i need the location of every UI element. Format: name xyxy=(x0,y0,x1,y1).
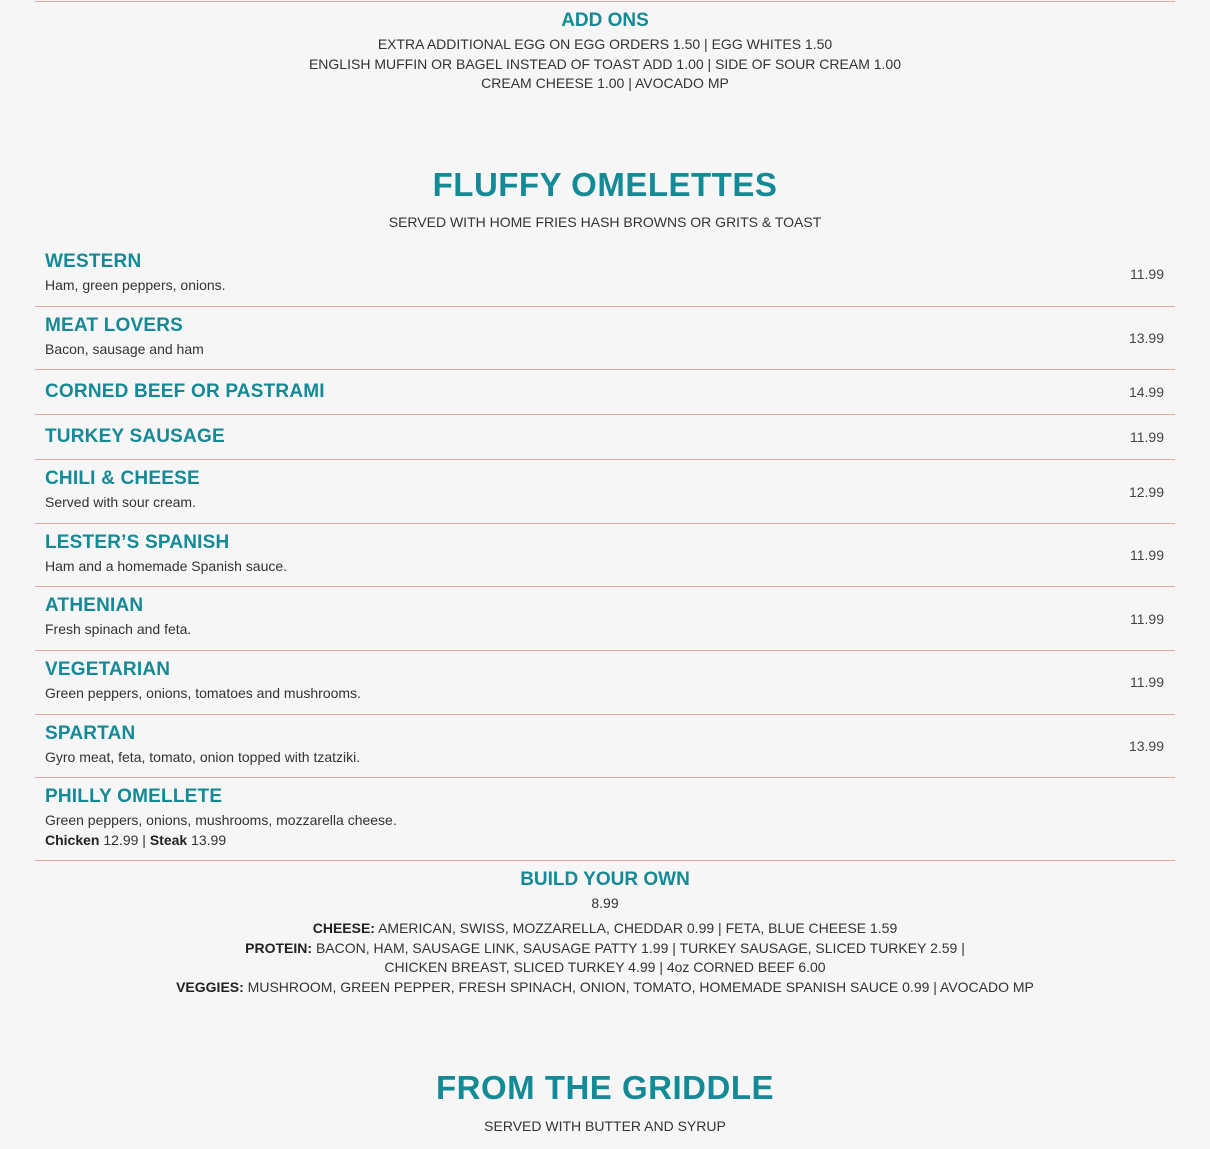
menu-item-price: 13.99 xyxy=(1128,738,1164,754)
menu-item-description: Bacon, sausage and ham xyxy=(45,341,204,357)
menu-item-price: 13.99 xyxy=(1128,330,1164,346)
section-subtitle-griddle: SERVED WITH BUTTER AND SYRUP xyxy=(484,1118,726,1134)
addons-list xyxy=(0,35,1210,94)
menu-item-price: 12.99 xyxy=(1128,484,1164,500)
menu-item-name: CORNED BEEF OR PASTRAMI xyxy=(45,381,325,402)
menu-item-corned-beef xyxy=(35,370,1175,415)
menu-item-price: 11.99 xyxy=(1130,266,1164,282)
menu-item-western xyxy=(35,243,1175,307)
section-title-griddle: FROM THE GRIDDLE xyxy=(436,1069,774,1106)
menu-item-lesters-spanish xyxy=(35,524,1175,587)
menu-item-price: 14.99 xyxy=(1128,384,1164,400)
menu-item-name: PHILLY OMELLETE xyxy=(45,786,223,807)
menu-item-athenian xyxy=(35,587,1175,651)
menu-item-name: SPARTAN xyxy=(45,723,136,744)
build-your-own-price: 8.99 xyxy=(591,895,619,911)
option-label-chicken: Chicken xyxy=(45,832,100,848)
menu-item-name: WESTERN xyxy=(45,251,142,272)
menu-item-name: CHILI & CHEESE xyxy=(45,468,200,489)
menu-item-turkey-sausage xyxy=(35,415,1175,460)
addons-title: ADD ONS xyxy=(561,10,649,31)
menu-item-name: VEGETARIAN xyxy=(45,659,171,680)
menu-item-description: Ham and a homemade Spanish sauce. xyxy=(45,558,288,574)
addons-line: ENGLISH MUFFIN OR BAGEL INSTEAD OF TOAST ADD 1.00 | SIDE OF SOUR CREAM 1.00 xyxy=(308,55,902,72)
menu-item-name: LESTER’S SPANISH xyxy=(45,532,230,553)
menu-item-name: ATHENIAN xyxy=(45,595,144,616)
cheese-label: CHEESE: xyxy=(312,920,375,936)
section-subtitle-omelettes: SERVED WITH HOME FRIES HASH BROWNS OR GRITS & TOAST xyxy=(388,214,822,230)
menu-item-price: 11.99 xyxy=(1130,674,1164,690)
addons-line: CREAM CHEESE 1.00 | AVOCADO MP xyxy=(481,75,729,91)
addons-line: EXTRA ADDITIONAL EGG ON EGG ORDERS 1.50 | EGG WHITES 1.50 xyxy=(377,36,833,52)
menu-item-description: Fresh spinach and feta. xyxy=(45,621,192,637)
section-title-omelettes: FLUFFY OMELETTES xyxy=(432,166,778,203)
menu-item-chili-cheese xyxy=(35,460,1175,524)
menu-item-options xyxy=(45,832,226,848)
protein-line xyxy=(0,939,1210,959)
build-your-own-options xyxy=(0,919,1210,997)
menu-item-description: Served with sour cream. xyxy=(45,494,196,510)
menu-item-vegetarian xyxy=(35,651,1175,715)
menu-item-description: Green peppers, onions, mushrooms, mozzarella cheese. xyxy=(45,812,397,828)
divider xyxy=(35,1,1175,2)
option-price-chicken: 12.99 xyxy=(103,832,139,848)
veggies-label: VEGGIES: xyxy=(176,978,244,995)
veggies-line xyxy=(0,978,1210,998)
menu-item-description: Green peppers, onions, tomatoes and mushrooms. xyxy=(45,685,361,701)
menu-item-philly-omellete xyxy=(35,778,1175,861)
cheese-options: AMERICAN, SWISS, MOZZARELLA, CHEDDAR 0.99 | FETA, BLUE CHEESE 1.59 xyxy=(378,920,898,936)
option-label-steak: Steak xyxy=(149,832,188,848)
menu-item-description: Ham, green peppers, onions. xyxy=(45,277,226,293)
menu-item-description: Gyro meat, feta, tomato, onion topped with tzatziki. xyxy=(45,749,361,765)
menu-item-price: 11.99 xyxy=(1130,429,1164,445)
build-your-own-title: BUILD YOUR OWN xyxy=(520,869,690,890)
cheese-line xyxy=(0,919,1210,939)
veggies-options: MUSHROOM, GREEN PEPPER, FRESH SPINACH, ONION, TOMATO, HOMEMADE SPANISH SAUCE 0.99 | AVOCADO MP xyxy=(247,978,1034,995)
menu-item-name: MEAT LOVERS xyxy=(45,315,184,336)
menu-item-price: 11.99 xyxy=(1130,547,1164,563)
option-separator: | xyxy=(142,832,146,848)
menu-item-meat-lovers xyxy=(35,307,1175,370)
menu-item-spartan xyxy=(35,715,1175,778)
protein-options: BACON, HAM, SAUSAGE LINK, SAUSAGE PATTY 1.99 | TURKEY SAUSAGE, SLICED TURKEY 2.59 | xyxy=(315,939,965,956)
menu-item-price: 11.99 xyxy=(1130,611,1164,627)
protein-line-2: CHICKEN BREAST, SLICED TURKEY 4.99 | 4oz CORNED BEEF 6.00 xyxy=(384,959,826,975)
option-price-steak: 13.99 xyxy=(191,832,227,848)
protein-label: PROTEIN: xyxy=(245,939,313,956)
menu-item-name: TURKEY SAUSAGE xyxy=(45,426,225,447)
